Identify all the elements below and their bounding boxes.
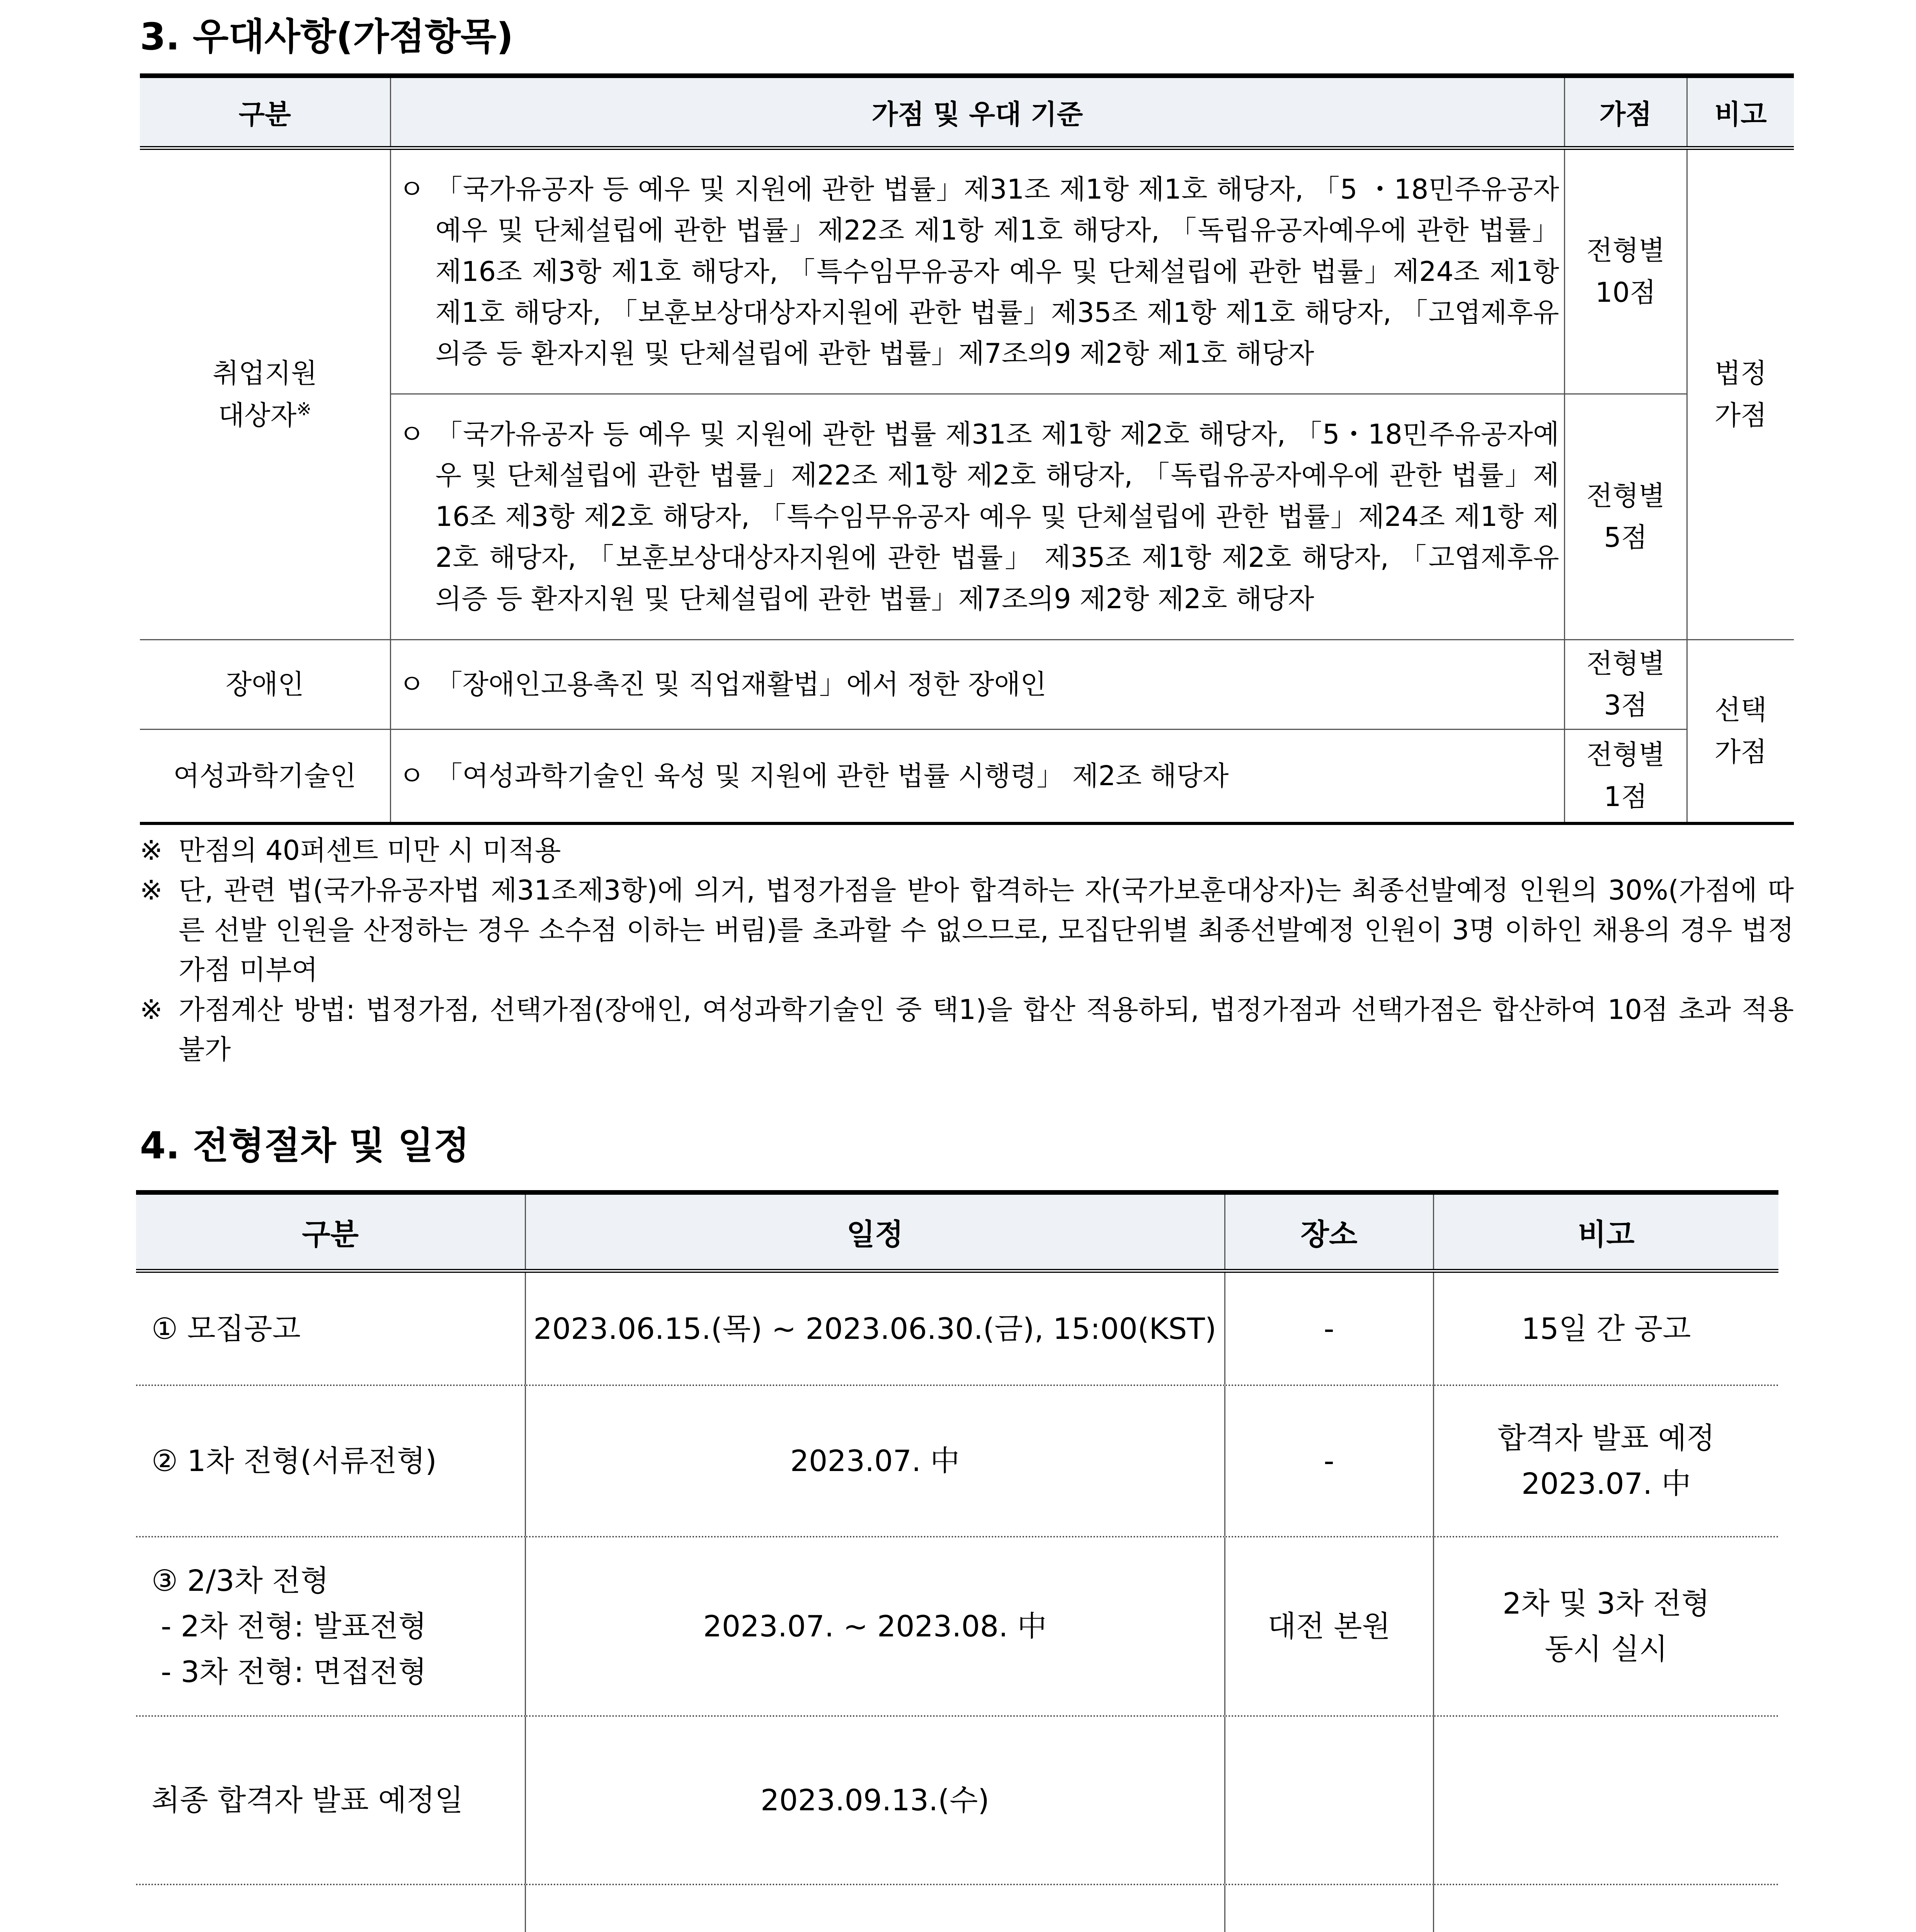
table-row xyxy=(136,1884,1778,1932)
place-cell: 대전 본원 xyxy=(1225,1537,1433,1716)
stage-cell: 최종 합격자 발표 예정일 xyxy=(136,1716,525,1884)
criteria-cell: ㅇ 「국가유공자 등 예우 및 지원에 관한 법률」제31조 제1항 제1호 해당자, 「5 ・18민주유공자예우 및 단체설립에 관한 법률」제22조 제1항 제1호 해당자, 「독립유공자예우에 관한 법률」제16조 제3항 제1호 해당자, 「특수임무유공자 예우 및 단체설립에 관한 법률」제24조 제1항 제1호 해당자, 「보훈보상대상자지원에 관한 법률」제35조 제1항 제1호 해당자, 「고엽제후유의증 등 환자지원 및 단체설립에 관한 법률」제7조의9 제2항 제1호 해당자 xyxy=(390,148,1564,394)
place-cell xyxy=(1225,1884,1433,1932)
criteria-cell: ㅇ 「국가유공자 등 예우 및 지원에 관한 법률 제31조 제1항 제2호 해당자, 「5・18민주유공자예우 및 단체설립에 관한 법률」제22조 제1항 제2호 해당자, 「독립유공자예우에 관한 법률」제16조 제3항 제2호 해당자, 「특수임무유공자 예우 및 단체설립에 관한 법률」제24조 제1항 제2호 해당자, 「보훈보상대상자지원에 관한 법률」 제35조 제1항 제2호 해당자, 「고엽제후유의증 등 환자지원 및 단체설립에 관한 법률」제7조의9 제2항 제2호 해당자 xyxy=(390,394,1564,639)
remark-cell xyxy=(1433,1716,1778,1884)
remark-cell: 15일 간 공고 xyxy=(1433,1271,1778,1385)
place-cell: - xyxy=(1225,1385,1433,1537)
table-header-row xyxy=(136,1192,1778,1271)
category-disabled: 장애인 xyxy=(140,639,390,729)
section3-title: 3. 우대사항(가점항목) xyxy=(140,15,514,58)
header-schedule: 일정 xyxy=(525,1192,1225,1271)
criteria-cell: ㅇ 「장애인고용촉진 및 직업재활법」에서 정한 장애인 xyxy=(390,639,1564,729)
header-points: 가점 xyxy=(1564,76,1687,148)
place-cell xyxy=(1225,1716,1433,1884)
points-cell: 전형별 3점 xyxy=(1564,639,1687,729)
bullet-icon: ㅇ xyxy=(398,418,425,451)
bullet-icon: ㅇ xyxy=(398,173,425,205)
section3-notes xyxy=(140,831,1794,1070)
points-cell: 전형별 1점 xyxy=(1564,729,1687,823)
table-row xyxy=(136,1271,1778,1385)
stage-cell xyxy=(136,1884,525,1932)
bullet-icon: ㅇ xyxy=(398,760,425,792)
note-item: ※ 가점계산 방법: 법정가점, 선택가점(장애인, 여성과학기술인 중 택1)을 합산 적용하되, 법정가점과 선택가점은 합산하여 10점 초과 적용 불가 xyxy=(140,990,1794,1070)
schedule-cell: 2023.09.13.(수) xyxy=(525,1716,1225,1884)
category-women-scientist: 여성과학기술인 xyxy=(140,729,390,823)
remark-optional-points: 선택 가점 xyxy=(1687,639,1794,823)
note-item: ※ 만점의 40퍼센트 미만 시 미적용 xyxy=(140,831,1794,871)
remark-cell: 합격자 발표 예정 2023.07. 中 xyxy=(1433,1385,1778,1537)
header-place: 장소 xyxy=(1225,1192,1433,1271)
header-remark: 비고 xyxy=(1687,76,1794,148)
table-row xyxy=(136,1385,1778,1537)
note-item: ※ 단, 관련 법(국가유공자법 제31조제3항)에 의거, 법정가점을 받아 합격하는 자(국가보훈대상자)는 최종선발예정 인원의 30%(가점에 따른 선발 인원을 산정하는 경우 소수점 이하는 버림)를 초과할 수 없으므로, 모집단위별 최종선발예정 인원이 3명 이하인 채용의 경우 법정가점 미부여 xyxy=(140,871,1794,990)
stage-cell: ③ 2/3차 전형 - 2차 전형: 발표전형 - 3차 전형: 면접전형 xyxy=(136,1537,525,1716)
table-row xyxy=(140,639,1794,729)
category-employment-support: 취업지원 대상자※ xyxy=(140,148,390,639)
header-category: 구분 xyxy=(140,76,390,148)
header-remark: 비고 xyxy=(1433,1192,1778,1271)
reference-mark-icon: ※ xyxy=(140,874,163,906)
place-cell: - xyxy=(1225,1271,1433,1385)
remark-statutory-points: 법정 가점 xyxy=(1687,148,1794,639)
schedule-cell xyxy=(525,1884,1225,1932)
header-category: 구분 xyxy=(136,1192,525,1271)
reference-mark-icon: ※ xyxy=(140,994,163,1026)
criteria-cell: ㅇ 「여성과학기술인 육성 및 지원에 관한 법률 시행령」 제2조 해당자 xyxy=(390,729,1564,823)
table-header-row xyxy=(140,76,1794,148)
selection-schedule-table xyxy=(136,1190,1778,1932)
schedule-cell: 2023.07. 中 xyxy=(525,1385,1225,1537)
points-cell: 전형별 5점 xyxy=(1564,394,1687,639)
header-criteria: 가점 및 우대 기준 xyxy=(390,76,1564,148)
table-row xyxy=(140,148,1794,394)
remark-cell: 2차 및 3차 전형 동시 실시 xyxy=(1433,1537,1778,1716)
reference-mark-icon: ※ xyxy=(140,835,163,866)
stage-cell: ① 모집공고 xyxy=(136,1271,525,1385)
bullet-icon: ㅇ xyxy=(398,668,425,700)
schedule-cell: 2023.07. ~ 2023.08. 中 xyxy=(525,1537,1225,1716)
schedule-cell: 2023.06.15.(목) ~ 2023.06.30.(금), 15:00(KST) xyxy=(525,1271,1225,1385)
points-cell: 전형별 10점 xyxy=(1564,148,1687,394)
table-row xyxy=(140,729,1794,823)
table-row xyxy=(136,1716,1778,1884)
table-row xyxy=(136,1537,1778,1716)
stage-cell: ② 1차 전형(서류전형) xyxy=(136,1385,525,1537)
preference-points-table xyxy=(140,73,1794,825)
section4-title: 4. 전형절차 및 일정 xyxy=(140,1124,470,1167)
remark-cell xyxy=(1433,1884,1778,1932)
